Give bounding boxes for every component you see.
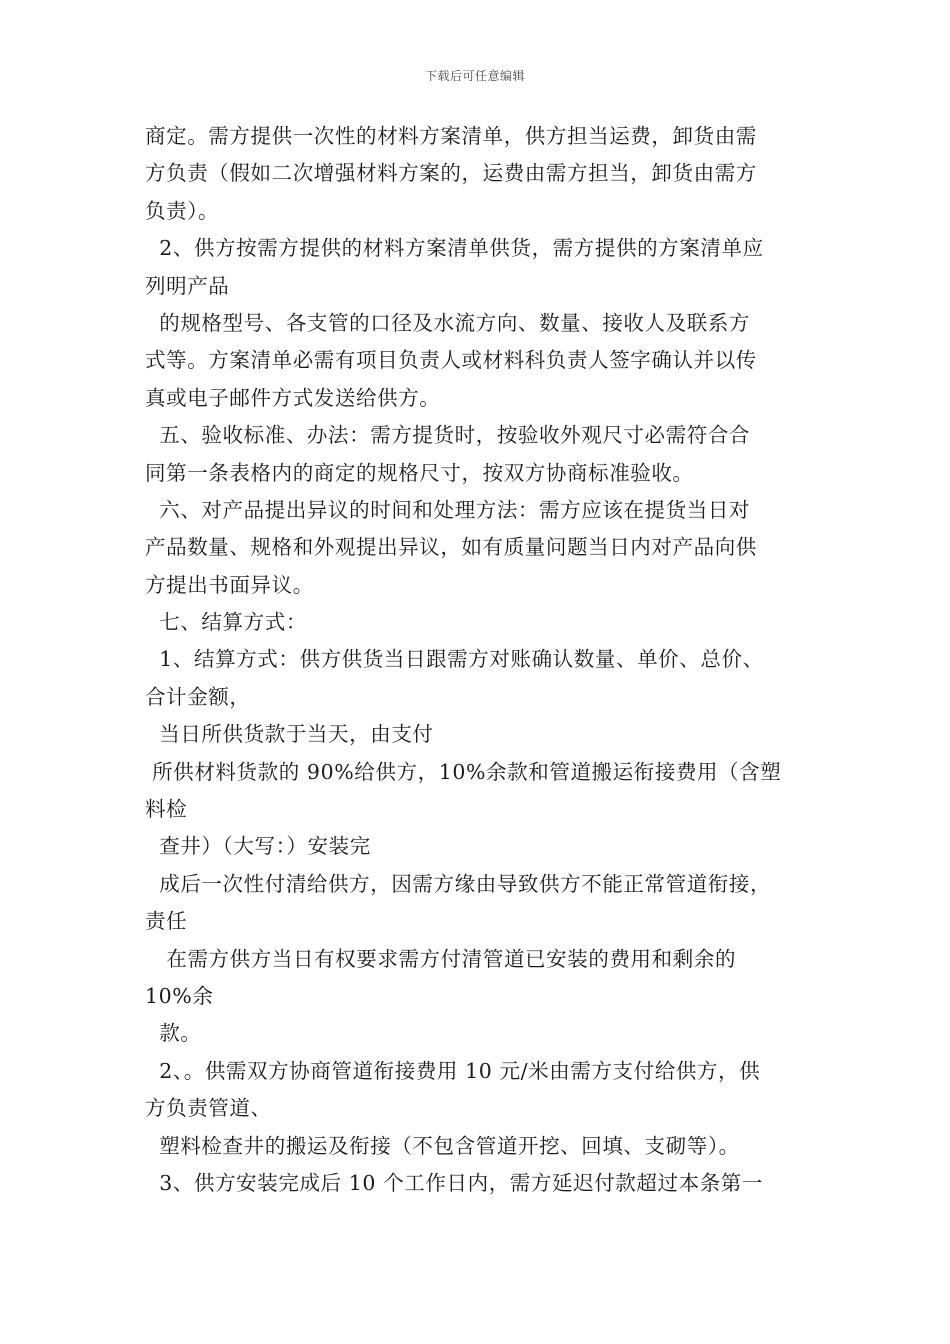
text-line: 商定。需方提供一次性的材料方案清单，供方担当运费，卸货由需: [145, 124, 757, 148]
text-line: 当日所供货款于当天，由支付: [145, 722, 434, 747]
text-line: 款。: [145, 1021, 202, 1046]
text-line: 合计金额，: [145, 684, 251, 709]
document-body: [145, 118, 815, 1202]
text-line: 方负责（假如二次增强材料方案的，运费由需方担当，卸货由需方: [145, 161, 757, 186]
text-line: 五、验收标准、办法：需方提货时，按验收外观尺寸必需符合合: [145, 423, 751, 448]
text-line: 七、结算方式：: [145, 610, 307, 635]
text-line: 负责）。: [145, 198, 220, 223]
text-line: 3、供方安装完成后 10 个工作日内，需方延迟付款超过本条第一: [145, 1170, 763, 1195]
text-line: 料检: [145, 797, 188, 822]
text-line: 的规格型号、各支管的口径及水流方向、数量、接收人及联系方: [145, 310, 751, 335]
text-line: 方负责管道、: [145, 1096, 272, 1121]
text-line: 成后一次性付清给供方，因需方缘由导致供方不能正常管道衔接，: [145, 871, 772, 896]
text-line: 2、供方按需方提供的材料方案清单供货，需方提供的方案清单应: [145, 236, 764, 261]
text-line: 同第一条表格内的商定的规格尺寸，按双方协商标准验收。: [145, 460, 694, 485]
text-line: 列明产品: [145, 273, 230, 298]
text-line: 塑料检查井的搬运及衔接（不包含管道开挖、回填、支砌等）。: [145, 1133, 740, 1158]
text-line: 六、对产品提出异议的时间和处理方法：需方应该在提货当日对: [145, 497, 751, 522]
text-line: 责任: [145, 909, 188, 934]
text-line: 所供材料货款的 90%给供方，10%余款和管道搬运衔接费用（含塑: [145, 759, 782, 784]
text-line: 10%余: [145, 983, 214, 1008]
text-line: 在需方供方当日有权要求需方付清管道已安装的费用和剩余的: [145, 946, 737, 971]
page-header: 下载后可任意编辑: [424, 69, 525, 83]
text-line: 产品数量、规格和外观提出异议，如有质量问题当日内对产品向供: [145, 535, 757, 560]
text-line: 2、。供需双方协商管道衔接费用 10 元/米由需方支付给供方，供: [145, 1058, 761, 1083]
text-line: 1、结算方式：供方供货当日跟需方对账确认数量、单价、总价、: [145, 647, 764, 672]
text-line: 式等。方案清单必需有项目负责人或材料科负责人签字确认并以传: [145, 348, 757, 373]
text-line: 方提出书面异议。: [145, 572, 314, 597]
text-line: 查井）（大写：）安装完: [145, 834, 371, 859]
text-line: 真或电子邮件方式发送给供方。: [145, 385, 441, 410]
